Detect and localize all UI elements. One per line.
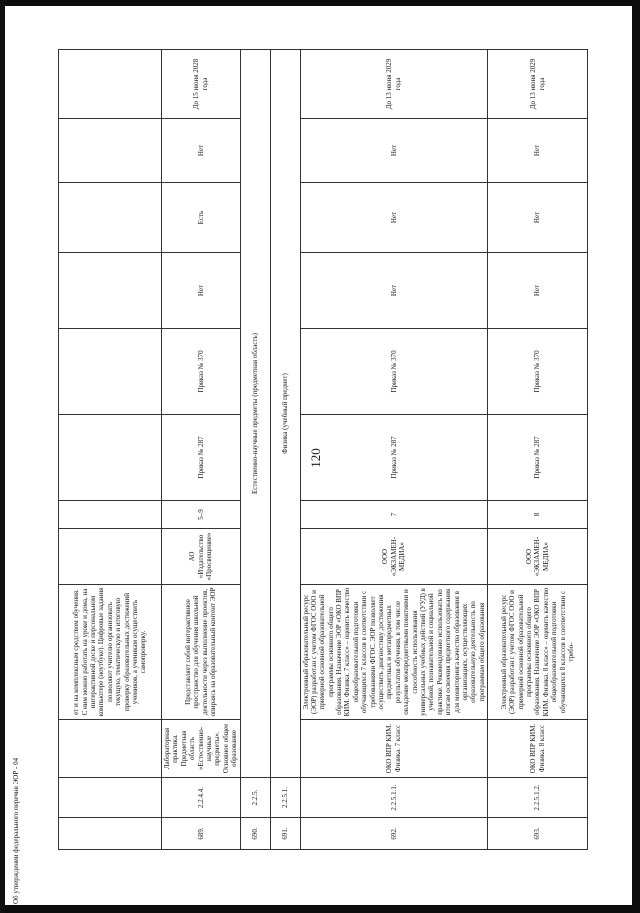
eor-table [58,49,588,850]
row-code: 2.2.5.1. [270,778,300,818]
section-title: Физика (учебный предмет) [270,50,300,778]
flag-1: Нет [488,253,588,329]
order-370: Приказ № 370 [162,329,241,415]
row-number: 690. [240,818,270,850]
flag-3: Нет [162,119,241,183]
scan-edge-top [0,0,640,6]
row-number: 692. [300,818,488,850]
resource-name: ОКО ВПР КИМ. Физика. 8 класс [488,720,588,778]
table-row-692 [300,50,488,850]
row-number: 689. [162,818,241,850]
flag-1: Нет [162,253,241,329]
flag-3: Нет [300,119,488,183]
publisher: ООО «ЭКЗАМЕН-МЕДИА» [488,529,588,585]
footnote: Об утверждении федерального перечня ЭОР - 04 [12,757,20,904]
row-code: 2.2.5. [240,778,270,818]
resource-name: ОКО ВПР КИМ. Физика. 7 класс [300,720,488,778]
flag-2: Нет [300,183,488,253]
desc-continued: ет и на комплексным средством обучения. С ним можно работать на уроке и дома, на интерактивной доске и персональном компьютере (ноутбуке). Цифровые задания позволяют учителю организовать текущую, тематическую и итоговую проверку образовательных достижений учеников, а ученикам осуществить самопроверку. [59,585,162,720]
table-row-top [59,50,162,850]
row-code: 2.2.5.1.1. [300,778,488,818]
publisher: ООО «ЭКЗАМЕН-МЕДИА» [300,529,488,585]
table-row-689 [162,50,241,850]
order-287: Приказ № 287 [488,415,588,501]
valid-until: До 15 июня 2028 года [162,50,241,119]
resource-description: Электронный образовательный ресурс (ЭОР) разработан с учетом ФГОС ООО и примерной основной образовательной программы основного общего образования. Назначение ЭОР «ОКО ВПР КИМ. Физика. 7 класс» – оценить качество общеобразовательной подготовки обучающихся 7 классов в соответствии с требованиями ФГОС. ЭОР позволяет осуществить диагностику достижения предметных и метапредметных результатов обучения, в том числе овладение межпредметными понятиями и способность использования универсальных учебных действий (УУД) в учебной, познавательной и социальной практике. Рекомендовано использовать по итогам освоения предметного содержания для мониторинга качества образования в организациях, осуществляющих образовательную деятельность по программам общего образования [300,585,488,720]
flag-2: Нет [488,183,588,253]
flag-1: Нет [300,253,488,329]
table-row-693 [488,50,588,850]
scan-edge-left [0,0,5,913]
flag-2: Есть [162,183,241,253]
resource-name: Лабораторная практика. Предметная область «Естественно-научные предметы». Основное общее образование [162,720,241,778]
table-row-691 [270,50,300,850]
resource-description: Электронный образовательный ресурс (ЭОР) разработан с учетом ФГОС ООО и примерной основной образовательной программы основного общего образования. Назначение ЭОР «ОКО ВПР КИМ. Физика. 8 класс» – оценить качество общеобразовательной подготовки обучающихся 8 классов в соответствии с требо- [488,585,588,720]
grades: 5–9 [162,501,241,529]
grades: 8 [488,501,588,529]
resource-description: Представляет собой интерактивное пространство для обучения школьной деятельности через выполнение проектов, опираясь на образовательный контент ЭОР [162,585,241,720]
section-title: Естественно-научные предметы (предметная область) [240,50,270,778]
order-287: Приказ № 287 [300,415,488,501]
rotated-table-container [58,50,575,850]
publisher: АО «Издательство «Просвещение» [162,529,241,585]
scan-edge-right [632,0,640,913]
order-287: Приказ № 287 [162,415,241,501]
table-row-690 [240,50,270,850]
row-code: 2.2.4.4. [162,778,241,818]
page-number: 120 [308,448,323,468]
row-number: 693. [488,818,588,850]
row-number: 691. [270,818,300,850]
scan-edge-bottom [0,905,640,913]
valid-until: До 13 июня 2029 года [488,50,588,119]
order-370: Приказ № 370 [300,329,488,415]
flag-3: Нет [488,119,588,183]
order-370: Приказ № 370 [488,329,588,415]
row-code: 2.2.5.1.2. [488,778,588,818]
grades: 7 [300,501,488,529]
valid-until: До 13 июня 2029 года [300,50,488,119]
